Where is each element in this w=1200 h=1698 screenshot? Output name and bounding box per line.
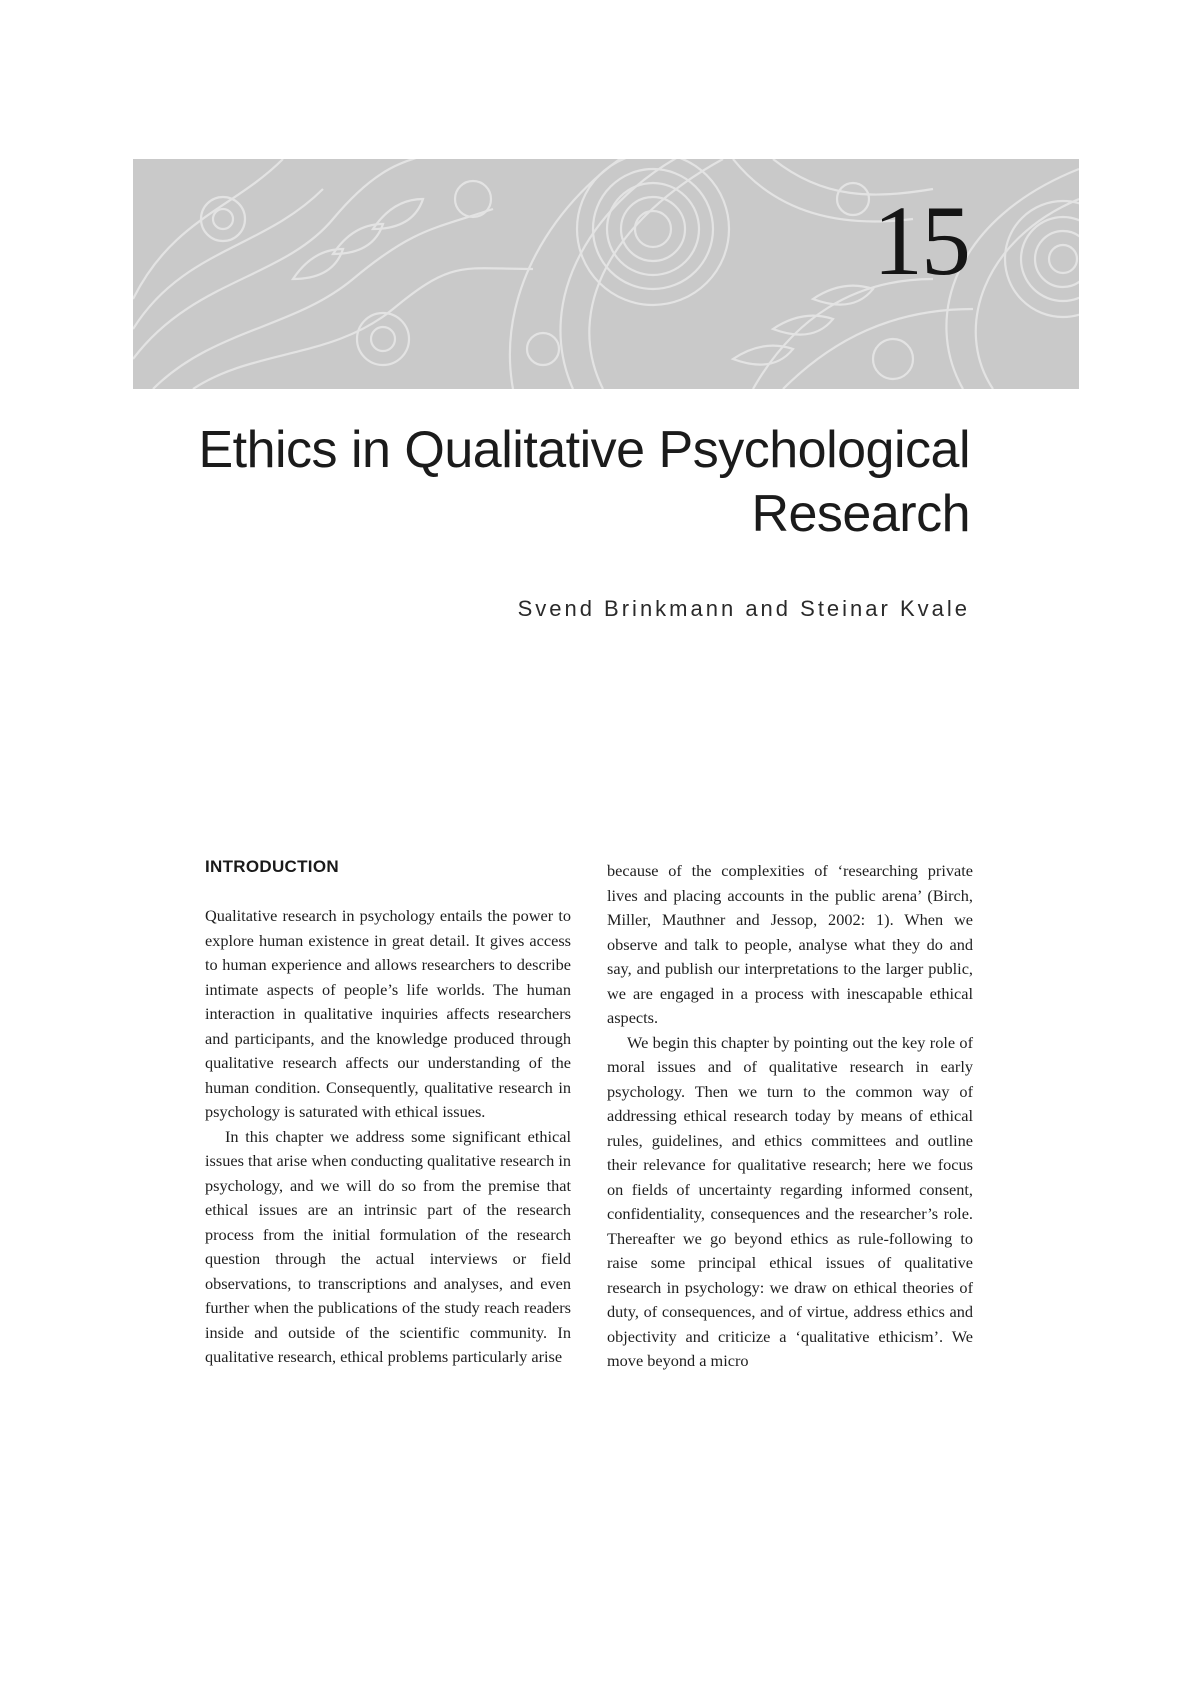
- left-paragraph-2: In this chapter we address some significant ethical issues that arise when conducting qualitative research in psychology, and we will do so from the premise that ethical issues are an intrinsic part of the research process from the initial formulation of the research question through the actual interviews or field observations, to transcriptions and analyses, and even further when the publications of the study reach readers inside and outside of the scientific community. In qualitative research, ethical problems particularly arise: [205, 1126, 571, 1366]
- section-heading: INTRODUCTION: [205, 857, 339, 876]
- right-column: [607, 859, 973, 1374]
- chapter-number: 15: [873, 185, 969, 296]
- chapter-authors: Svend Brinkmann and Steinar Kvale: [517, 596, 970, 621]
- chapter-title: Ethics in Qualitative Psychological Research: [198, 421, 970, 543]
- chapter-banner: [133, 159, 1079, 389]
- left-paragraph-1: Qualitative research in psychology entails the power to explore human existence in great detail. It gives access to human experience and allows researchers to describe intimate aspects of people’s life worlds. The human interaction in qualitative inquiries affects researchers and participants, and the knowledge produced through qualitative research affects our understanding of the human condition. Consequently, qualitative research in psychology is saturated with ethical issues.: [205, 906, 571, 1121]
- right-paragraph-1: because of the complexities of ‘researching private lives and placing accounts in the public arena’ (Birch, Miller, Mauthner and Jessop, 2002: 1). When we observe and talk to people, analyse what they do and say, and publish our interpretations to the larger public, we are engaged in a process with inescapable ethical aspects.: [607, 861, 973, 1027]
- right-paragraph-2: We begin this chapter by pointing out the key role of moral issues and of qualitative research in early psychology. Then we turn to the common way of addressing ethical research today by means of ethical rules, guidelines, and ethics committees and outline their relevance for qualitative research; here we focus on fields of uncertainty regarding informed consent, confidentiality, consequences and the researcher’s role. Thereafter we go beyond ethics as rule-following to raise some principal ethical issues of qualitative research in psychology: we draw on ethical theories of duty, of consequences, and of virtue, address ethics and objectivity and criticize a ‘qualitative ethicism’. We move beyond a micro: [607, 1032, 973, 1370]
- left-column: [205, 855, 571, 1370]
